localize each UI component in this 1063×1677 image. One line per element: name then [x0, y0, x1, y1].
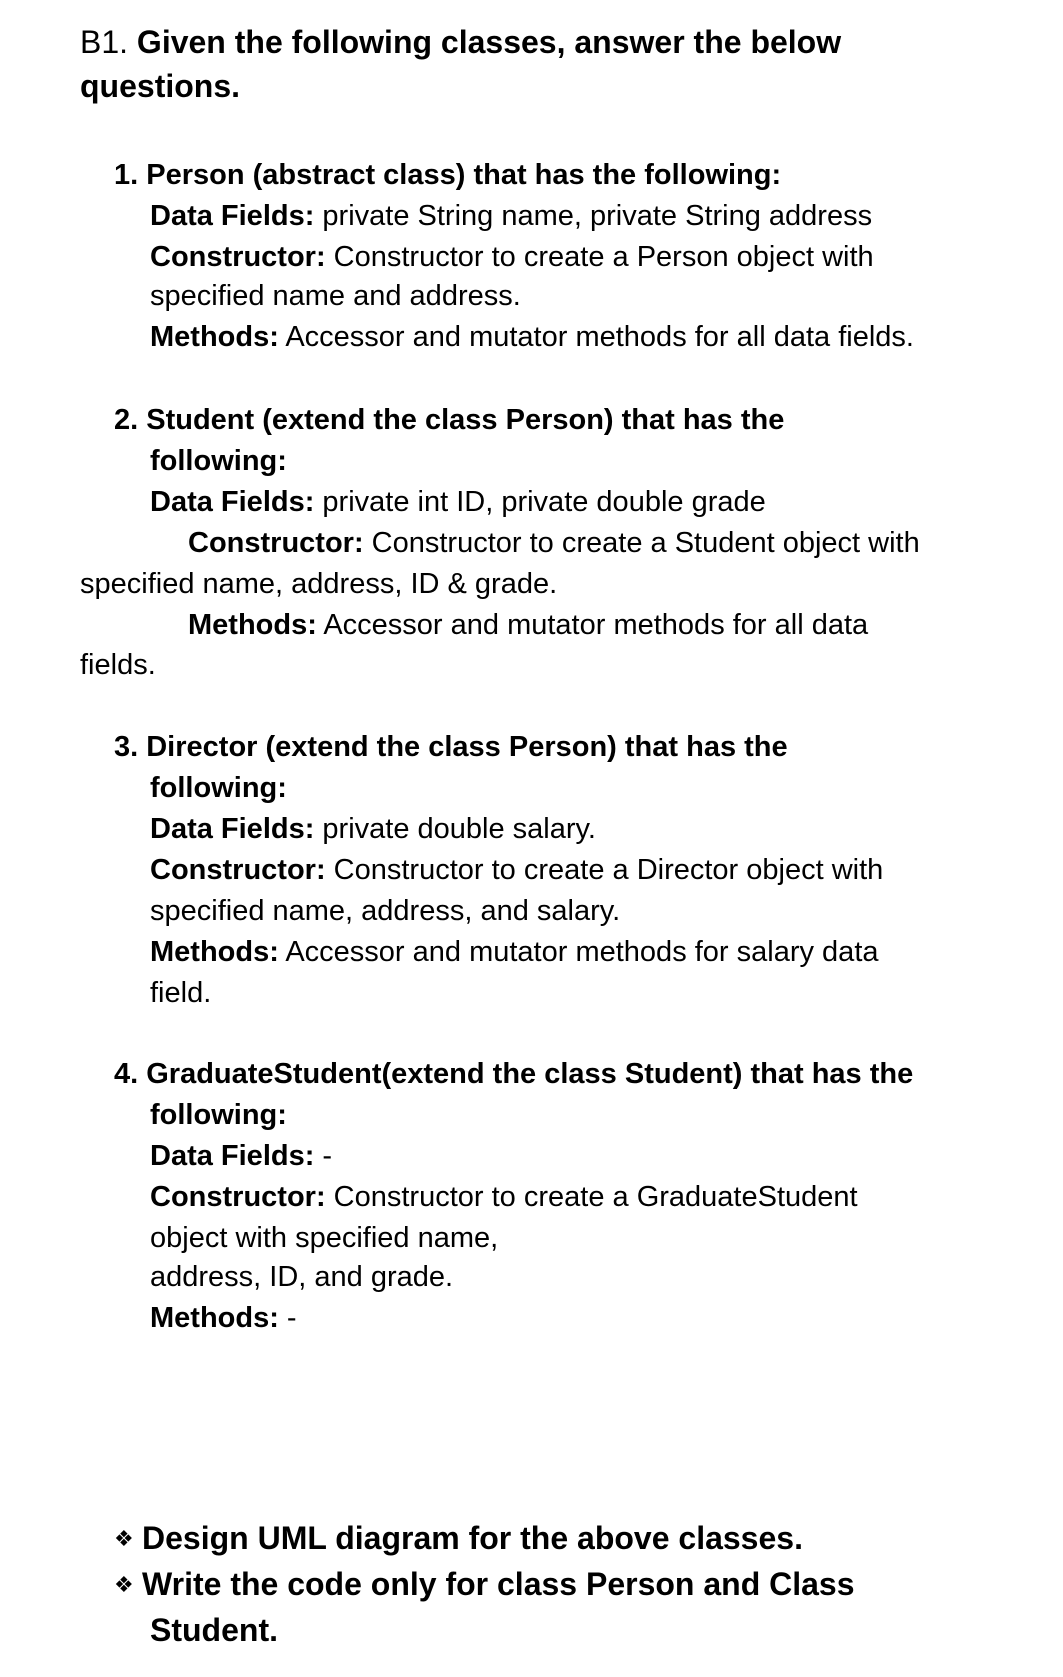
item-2-methods	[188, 605, 868, 645]
data-fields-label: Data Fields:	[150, 200, 315, 232]
item-3-constructor-continued: specified name, address, and salary.	[150, 895, 621, 927]
methods-text: Accessor and mutator methods for all data	[316, 609, 869, 641]
item-3-methods-continued: field.	[150, 977, 212, 1009]
item-3-heading-continued: following:	[150, 772, 287, 804]
methods-label: Methods:	[150, 936, 279, 968]
methods-text: Accessor and mutator methods for all data fields.	[278, 321, 914, 353]
constructor-label: Constructor:	[150, 1181, 326, 1213]
item-2-methods-continued: fields.	[80, 649, 156, 681]
task-write-code	[114, 1561, 855, 1608]
item-4-methods	[150, 1298, 297, 1338]
item-1-data-fields	[150, 196, 872, 236]
item-3-heading: 3. Director (extend the class Person) that has the	[114, 731, 788, 763]
constructor-text: Constructor to create a GraduateStudent	[325, 1181, 858, 1213]
item-3-methods	[150, 932, 879, 972]
item-1-heading: 1. Person (abstract class) that has the following:	[114, 159, 782, 191]
item-4-constructor	[150, 1177, 858, 1217]
item-4-heading-continued: following:	[150, 1099, 287, 1131]
methods-text: Accessor and mutator methods for salary data	[278, 936, 879, 968]
item-2-constructor	[188, 523, 920, 563]
data-fields-text: -	[314, 1140, 333, 1172]
data-fields-label: Data Fields:	[150, 1140, 315, 1172]
data-fields-text: private double salary.	[314, 813, 596, 845]
item-2-heading: 2. Student (extend the class Person) that has the	[114, 404, 785, 436]
item-3-constructor	[150, 850, 883, 890]
item-2-constructor-continued: specified name, address, ID & grade.	[80, 568, 558, 600]
constructor-label: Constructor:	[188, 527, 364, 559]
diamond-bullet-icon: ❖	[114, 1572, 134, 1597]
question-title-continued: questions.	[80, 68, 241, 104]
question-heading	[80, 20, 841, 64]
question-title: Given the following classes, answer the below	[136, 24, 842, 60]
question-number: B1.	[80, 24, 129, 60]
constructor-text: Constructor to create a Person object with	[325, 241, 874, 273]
item-2-heading-continued: following:	[150, 445, 287, 477]
data-fields-text: private int ID, private double grade	[314, 486, 766, 518]
task-text: Write the code only for class Person and Class	[142, 1566, 855, 1602]
task-uml-diagram	[114, 1515, 803, 1562]
task-write-code-continued: Student.	[150, 1612, 278, 1648]
methods-text: -	[278, 1302, 297, 1334]
item-2-data-fields	[150, 482, 766, 522]
item-1-constructor	[150, 237, 874, 277]
item-4-constructor-continued: object with specified name,	[150, 1222, 499, 1254]
data-fields-text: private String name, private String address	[314, 200, 873, 232]
item-3-data-fields	[150, 809, 596, 849]
constructor-text: Constructor to create a Director object with	[325, 854, 884, 886]
item-4-data-fields	[150, 1136, 332, 1176]
diamond-bullet-icon: ❖	[114, 1526, 134, 1551]
item-4-constructor-continued-2: address, ID, and grade.	[150, 1261, 454, 1293]
methods-label: Methods:	[150, 321, 279, 353]
item-1-methods	[150, 317, 914, 357]
item-1-constructor-continued: specified name and address.	[150, 280, 521, 312]
methods-label: Methods:	[188, 609, 317, 641]
constructor-text: Constructor to create a Student object with	[363, 527, 920, 559]
data-fields-label: Data Fields:	[150, 486, 315, 518]
data-fields-label: Data Fields:	[150, 813, 315, 845]
item-4-heading: 4. GraduateStudent(extend the class Student) that has the	[114, 1058, 914, 1090]
methods-label: Methods:	[150, 1302, 279, 1334]
task-text: Design UML diagram for the above classes.	[142, 1520, 803, 1556]
constructor-label: Constructor:	[150, 854, 326, 886]
constructor-label: Constructor:	[150, 241, 326, 273]
